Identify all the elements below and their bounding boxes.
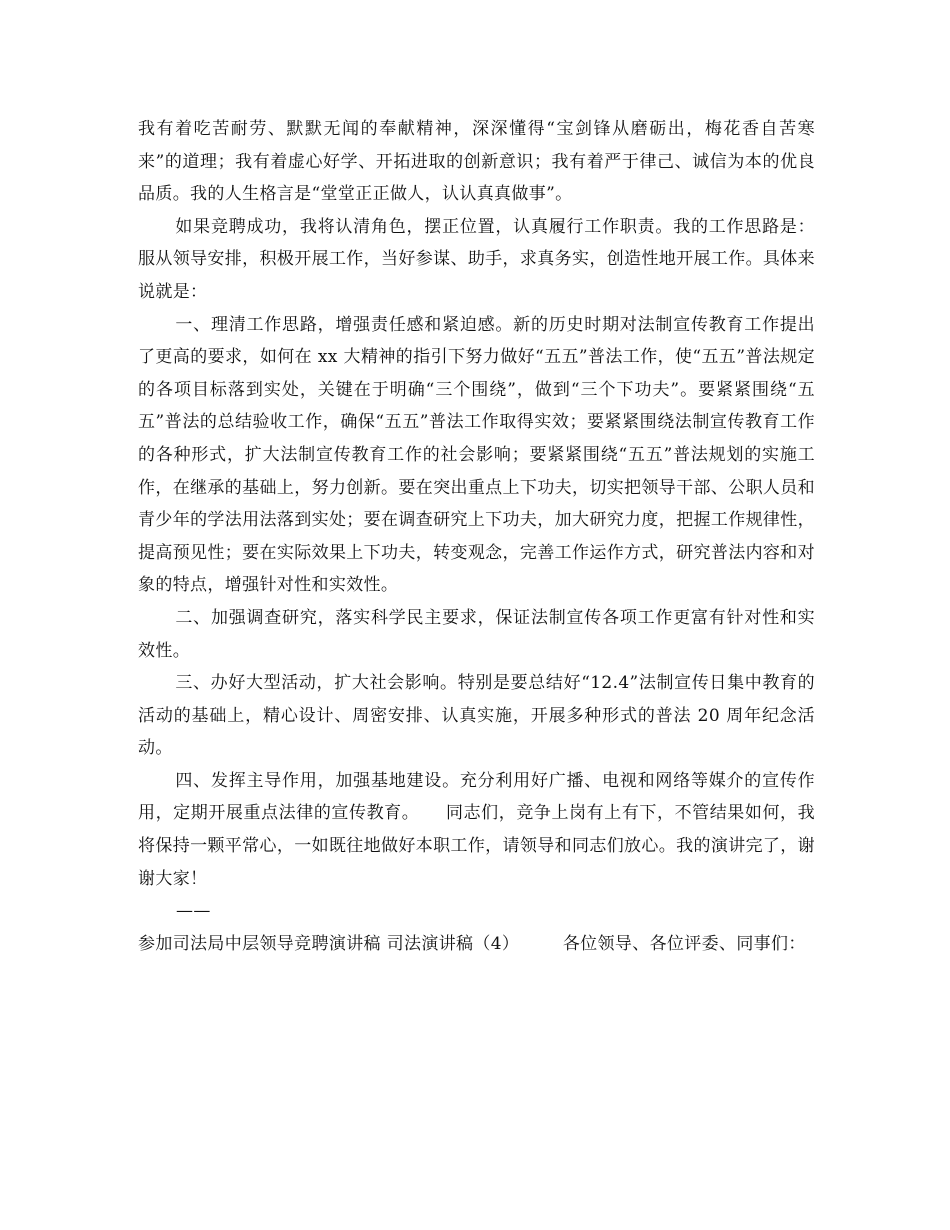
- paragraph-point-three: 三、办好大型活动，扩大社会影响。特别是要总结好“12.4”法制宣传日集中教育的活动的基础上，精心设计、周密安排、认真实施，开展多种形式的普法 20 周年纪念活动。: [138, 673, 815, 759]
- next-speech-title: 参加司法局中层领导竞聘演讲稿 司法演讲稿（4） 各位领导、各位评委、同事们：: [138, 933, 806, 954]
- document-body: [138, 113, 815, 960]
- paragraph-point-two: 二、加强调查研究，落实科学民主要求，保证法制宣传各项工作更富有针对性和实效性。: [138, 607, 815, 661]
- paragraph-point-four: 四、发挥主导作用，加强基地建设。充分利用好广播、电视和网络等媒介的宣传作用，定期开展重点法律的宣传教育。 同志们，竞争上岗有上有下，不管结果如何，我将保持一颗平常心，一如既往地做好本职工作，请领导和同志们放心。我的演讲完了，谢谢大家！: [138, 770, 815, 889]
- paragraph-intro: 我有着吃苦耐劳、默默无闻的奉献精神，深深懂得“宝剑锋从磨砺出，梅花香自苦寒来”的道理；我有着虚心好学、开拓进取的创新意识；我有着严于律己、诚信为本的优良品质。我的人生格言是“堂堂正正做人，认认真真做事”。: [138, 119, 815, 205]
- separator-dash: ——: [176, 901, 211, 922]
- paragraph-work-plan: 如果竞聘成功，我将认清角色，摆正位置，认真履行工作职责。我的工作思路是：服从领导安排，积极开展工作，当好参谋、助手，求真务实，创造性地开展工作。具体来说就是：: [138, 216, 815, 302]
- paragraph-point-one: 一、理清工作思路，增强责任感和紧迫感。新的历史时期对法制宣传教育工作提出了更高的要求，如何在 xx 大精神的指引下努力做好“五五”普法工作，使“五五”普法规定的各项目标落到实处，关键在于明确“三个围绕”，做到“三个下功夫”。要紧紧围绕“五五”普法的总结验收工作，确保“五五”普法工作取得实效；要紧紧围绕法制宣传教育工作的各种形式，扩大法制宣传教育工作的社会影响；要紧紧围绕“五五”普法规划的实施工作，在继承的基础上，努力创新。要在突出重点上下功夫，切实把领导干部、公职人员和青少年的学法用法落到实处；要在调查研究上下功夫，加大研究力度，把握工作规律性，提高预见性；要在实际效果上下功夫，转变观念，完善工作运作方式，研究普法内容和对象的特点，增强针对性和实效性。: [138, 314, 815, 596]
